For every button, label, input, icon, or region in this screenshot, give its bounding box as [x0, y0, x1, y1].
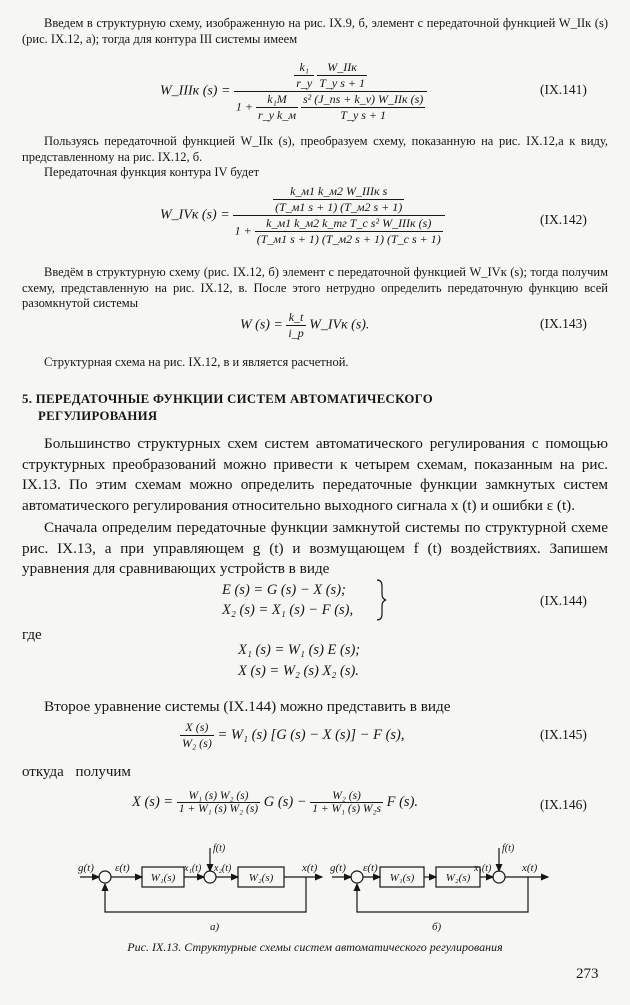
eq144-line1: E (s) = G (s) − X (s);	[222, 582, 346, 598]
eq143-lhs: W (s) =	[240, 317, 283, 333]
equation-ix145	[180, 720, 405, 751]
equation-ix144	[222, 580, 353, 620]
equation-ix141	[160, 60, 427, 123]
eq144-brace	[374, 578, 388, 622]
diagram-b-w1-label: W₁(s)	[389, 872, 415, 884]
section-title-line2: РЕГУЛИРОВАНИЯ	[38, 409, 158, 423]
where-word: где	[22, 627, 42, 643]
diagram-b-w2-label: W₂(s)	[445, 872, 471, 884]
section-number: 5.	[22, 392, 33, 406]
eqw-line1: X₁ (s) = W₁ (s) E (s);	[238, 642, 361, 658]
diagram-b-g-label: g(t)	[330, 862, 346, 874]
diagram-a-x1-label: x₁(t)	[184, 863, 202, 874]
eq145-num: X (s)	[185, 720, 209, 734]
eq142-nden: (T_м1 s + 1) (T_м2 s + 1)	[275, 200, 403, 214]
paragraph-contour4: Передаточная функция контура IV будет	[44, 165, 260, 179]
eq143-rhs: W_IVк (s).	[309, 317, 370, 333]
eq145-number: (IX.145)	[540, 727, 587, 742]
eq142-nnum: k_м1 k_м2 W_IIIк s	[290, 184, 388, 198]
eq146-n2: W₂ (s)	[332, 790, 361, 802]
eq143-num: k_t	[288, 310, 304, 324]
diagram-a-summer1	[99, 871, 111, 883]
diagram-b-summer1	[351, 871, 363, 883]
diagram-b-e-label: ε(t)	[363, 862, 378, 874]
eq146-mid: G (s) −	[263, 793, 307, 810]
eq146-n1: W₁ (s) W₂ (s)	[188, 790, 249, 802]
eq141-k1: k₁	[299, 60, 309, 74]
section-heading	[22, 391, 608, 425]
section-title-line1: ПЕРЕДАТОЧНЫЕ ФУНКЦИИ СИСТЕМ АВТОМАТИЧЕСКОГО	[35, 392, 433, 406]
equation-ix143	[240, 310, 369, 341]
eq143-den: i_p	[288, 326, 304, 340]
eq141-w2k: W_IIк	[327, 60, 357, 74]
eqw-line2: X (s) = W₂ (s) X₂ (s).	[238, 663, 359, 679]
eq146-lhs: X (s) =	[132, 793, 174, 810]
eq142-dnum: k_м1 k_м2 k_тг T_c s² W_IIIк (s)	[266, 216, 432, 230]
hence-words: откуда получим	[22, 764, 131, 780]
eq141-lhs: W_IIIк (s) =	[160, 83, 231, 99]
equation-definitions	[238, 640, 360, 682]
diagram-a-f-label: f(t)	[213, 843, 226, 854]
eq146-d2: 1 + W₁ (s) W₂s	[312, 803, 381, 815]
eq145-den: W₂ (s)	[182, 736, 212, 750]
eq142-lhs: W_IVк (s) =	[160, 207, 230, 223]
paragraph-contour-fig: Введём в структурную схему (рис. IX.12, б) элемент с передаточной функцией W_IVк (s); тогда получим схему, представленную на рис. IX.12, в. После этого нетрудно определить передаточную функцию всей разомкнутой системы	[22, 265, 608, 310]
paragraph-closed-system: Сначала определим передаточные функции замкнутой системы по структурной схеме рис. IX.13, а при управляющем g (t) и возмущающем f (t) воздействиях. Запишем уравнения для сравнивающих устройств в виде	[22, 519, 608, 577]
eq142-dden: (T_м1 s + 1) (T_м2 s + 1) (T_c s + 1)	[256, 232, 441, 246]
eq141-ry: r_y	[296, 76, 313, 90]
equation-ix146	[132, 790, 418, 815]
diagram-a-w2-label: W₂(s)	[248, 872, 274, 884]
diagram-b-x1-label: x₁(t)	[474, 863, 492, 874]
diagram-a-x-label: x(t)	[302, 862, 318, 874]
diagram-b-f-label: f(t)	[502, 843, 515, 854]
paragraph-structural-schemes: Большинство структурных схем систем автоматического регулирования с помощью структурных преобразований можно привести к четырем схемам, показанным на рис. IX.13. По этим схемам можно определить передаточные функции замкнутых систем автоматического регулирования относительно выходного сигнала x (t) и ошибки ε (t).	[22, 435, 608, 514]
eq146-end: F (s).	[386, 793, 419, 810]
eq141-dden: T_y s + 1	[301, 107, 425, 123]
diagram-a-w1-label: W₁(s)	[150, 872, 176, 884]
diagram-b-x-label: x(t)	[522, 862, 538, 874]
paragraph-calc-scheme: Структурная схема на рис. IX.12, в и является расчетной.	[44, 355, 349, 369]
page-number: 273	[576, 966, 599, 982]
paragraph-second-equation: Второе уравнение системы (IX.144) можно представить в виде	[44, 698, 451, 715]
block-diagrams	[70, 840, 570, 936]
eq146-number: (IX.146)	[540, 797, 587, 812]
eq145-rhs: = W₁ (s) [G (s) − X (s)] − F (s),	[217, 726, 405, 743]
diagram-a-g-label: g(t)	[78, 862, 94, 874]
eq141-tys: T_y s + 1	[319, 76, 365, 90]
eq141-rykm: r_y k_м	[258, 108, 297, 122]
eq143-number: (IX.143)	[540, 316, 587, 331]
eq142-one: 1 +	[234, 223, 252, 238]
figure-caption: Рис. IX.13. Структурные схемы систем автоматического регулирования	[127, 940, 503, 954]
equation-ix142	[160, 184, 445, 247]
eq141-dnum: s² (J_пs + k_v) W_IIк (s)	[303, 92, 424, 106]
eq146-d1: 1 + W₁ (s) W₂ (s)	[178, 803, 259, 815]
diagram-b-caption-letter: б)	[432, 921, 442, 933]
paragraph-intro: Введем в структурную схему, изображенную на рис. IX.9, б, элемент с передаточной функцией W_IIк (s) (рис. IX.12, а); тогда для контура III системы имеем	[22, 16, 608, 46]
eq144-line2: X₂ (s) = X₁ (s) − F (s),	[222, 602, 354, 618]
eq141-k1m: k₁M	[267, 92, 287, 106]
diagram-a-x2-label: x₂(t)	[214, 863, 232, 874]
diagram-b-summer2	[493, 871, 505, 883]
eq144-number: (IX.144)	[540, 593, 587, 608]
paragraph-transform: Пользуясь передаточной функцией W_IIк (s), преобразуем схему, показанную на рис. IX.12,а к виду, представленному на рис. IX.12, б.	[22, 134, 608, 164]
diagram-a-e-label: ε(t)	[115, 862, 130, 874]
diagram-a-feedback-line	[105, 877, 306, 912]
eq141-one: 1 +	[235, 99, 254, 114]
diagram-a-caption-letter: а)	[210, 921, 220, 933]
eq141-number: (IX.141)	[540, 82, 587, 97]
eq142-number: (IX.142)	[540, 212, 587, 227]
